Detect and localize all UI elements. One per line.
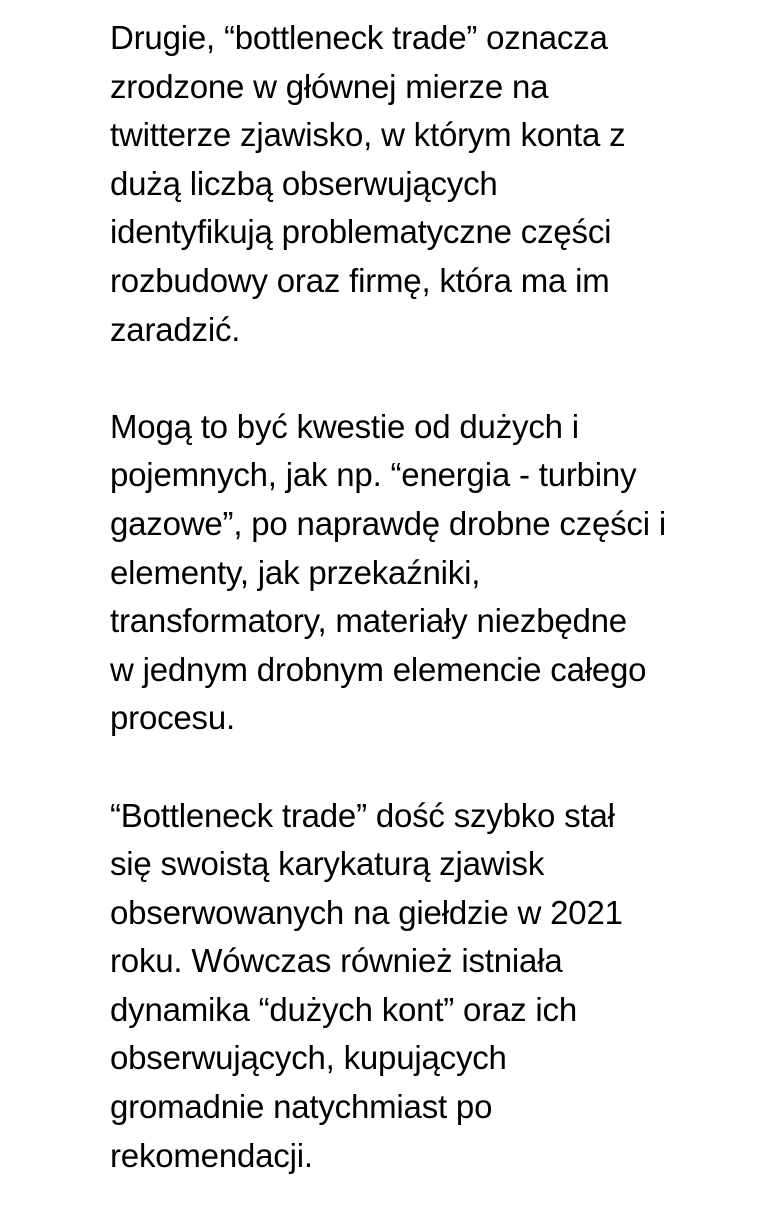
paragraph-line: rekomendacji.	[110, 1136, 313, 1174]
paragraph-line: identyfikują problematyczne części	[110, 213, 612, 251]
paragraph-line: w jednym drobnym elemencie całego	[110, 650, 647, 688]
paragraph-1	[110, 14, 750, 354]
article-text	[110, 14, 750, 1229]
paragraph-line: twitterze zjawisko, w którym konta z	[110, 116, 626, 154]
paragraph-line: rozbudowy oraz firmę, która ma im	[110, 261, 610, 299]
paragraph-line: Mogą to być kwestie od dużych i	[110, 407, 579, 445]
paragraph-line: elementy, jak przekaźniki,	[110, 553, 481, 591]
paragraph-2	[110, 403, 750, 743]
paragraph-line: transformatory, materiały niezbędne	[110, 602, 627, 640]
paragraph-line: zrodzone w głównej mierze na	[110, 67, 549, 105]
paragraph-line: roku. Wówczas również istniała	[110, 942, 563, 980]
paragraph-line: procesu.	[110, 699, 235, 737]
paragraph-3	[110, 792, 750, 1181]
paragraph-line: “Bottleneck trade” dość szybko stał	[110, 796, 615, 834]
paragraph-line: dynamika “dużych kont” oraz ich	[110, 990, 577, 1028]
paragraph-line: Drugie, “bottleneck trade” oznacza	[110, 19, 608, 56]
paragraph-line: gazowe”, po naprawdę drobne części i	[110, 504, 666, 542]
paragraph-line: zaradzić.	[110, 310, 241, 348]
paragraph-line: gromadnie natychmiast po	[110, 1088, 493, 1126]
paragraph-line: się swoistą karykaturą zjawisk	[110, 845, 545, 883]
paragraph-line: obserwujących, kupujących	[110, 1039, 507, 1077]
paragraph-line: obserwowanych na giełdzie w 2021	[110, 893, 623, 931]
paragraph-line: pojemnych, jak np. “energia - turbiny	[110, 456, 637, 494]
paragraph-line: dużą liczbą obserwujących	[110, 164, 498, 202]
